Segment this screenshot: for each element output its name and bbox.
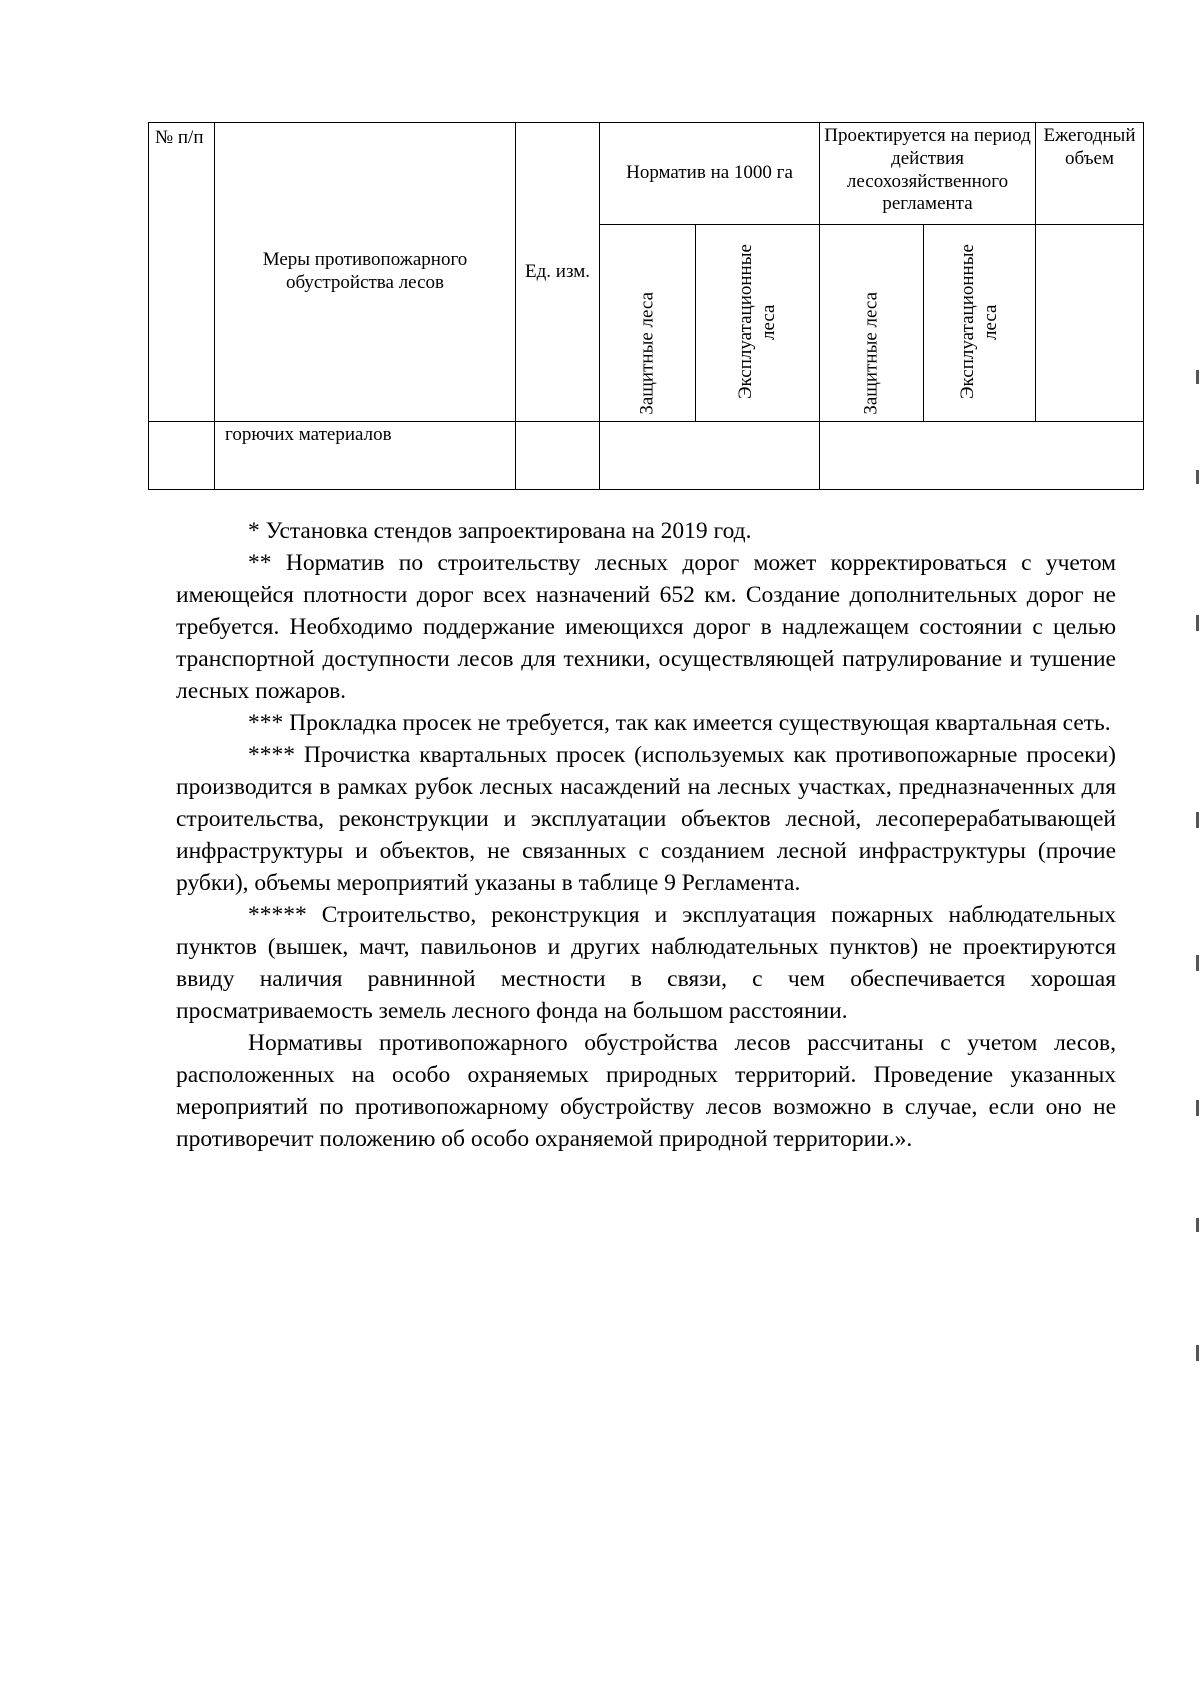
table-row bbox=[149, 422, 1144, 490]
fire-prevention-table bbox=[148, 122, 1143, 488]
header-num: № п/п bbox=[149, 123, 215, 422]
note-3: *** Прокладка просек не требуется, так как имеется существующая квартальная сеть. bbox=[248, 710, 1111, 736]
header-norm-exploitation-label: Эксплуатационные леса bbox=[734, 244, 779, 400]
note-2: ** Норматив по строительству лесных дорог может корректироваться с учетом имеющейся плотности дорог всех назначений 652 км. Создание дополнительных дорог не требуется. Необходимо поддержание имеющихся дорог в надлежащем состоянии с целью транспортной доступности лесов для техники, осуществляющей патрулирование и тушение лесных пожаров. bbox=[176, 550, 1116, 704]
header-annual: Ежегодный объем bbox=[1036, 123, 1144, 225]
row-norm bbox=[600, 422, 820, 490]
header-norm-protective-label: Защитные леса bbox=[636, 292, 658, 415]
header-proj-protective-label: Защитные леса bbox=[860, 292, 882, 415]
row-projected bbox=[820, 422, 1144, 490]
row-unit bbox=[516, 422, 600, 490]
notes-text bbox=[176, 515, 1116, 1155]
header-annual-sub bbox=[1036, 225, 1144, 422]
row-num bbox=[149, 422, 215, 490]
scan-edge-marks bbox=[1194, 0, 1200, 1697]
note-6: Нормативы противопожарного обустройства лесов рассчитаны с учетом лесов, расположенных на особо охраняемых природных территорий. Проведение указанных мероприятий по противопожарному обустройству лесов возможно в случае, если оно не противоречит положению об особо охраняемой природной территории.». bbox=[176, 1030, 1116, 1152]
header-norm: Норматив на 1000 га bbox=[600, 123, 820, 225]
note-1: * Установка стендов запроектирована на 2019 год. bbox=[248, 518, 752, 544]
header-proj-exploitation bbox=[924, 225, 1036, 422]
header-proj-protective bbox=[820, 225, 924, 422]
header-norm-exploitation bbox=[696, 225, 820, 422]
note-5: ***** Строительство, реконструкция и эксплуатация пожарных наблюдательных пунктов (вышек, мачт, павильонов и других наблюдательных пунктов) не проектируются ввиду наличия равнинной местности в связи, с чем обеспечивается хорошая просматриваемость земель лесного фонда на большом расстоянии. bbox=[176, 902, 1116, 1024]
header-projected: Проектируется на период действия лесохозяйственного регламента bbox=[820, 123, 1036, 225]
header-unit: Ед. изм. bbox=[516, 123, 600, 422]
header-proj-exploitation-label: Эксплуатационные леса bbox=[956, 244, 1001, 400]
note-4: **** Прочистка квартальных просек (используемых как противопожарные просеки) производится в рамках рубок лесных насаждений на лесных участках, предназначенных для строительства, реконструкции и эксплуатации объектов лесной, лесоперерабатывающей инфраструктуры и объектов, не связанных с созданием лесной инфраструктуры (прочие рубки), объемы мероприятий указаны в таблице 9 Регламента. bbox=[176, 742, 1116, 896]
header-norm-protective bbox=[600, 225, 696, 422]
row-measure: горючих материалов bbox=[215, 422, 516, 490]
header-measures: Меры противопожарного обустройства лесов bbox=[215, 123, 516, 422]
